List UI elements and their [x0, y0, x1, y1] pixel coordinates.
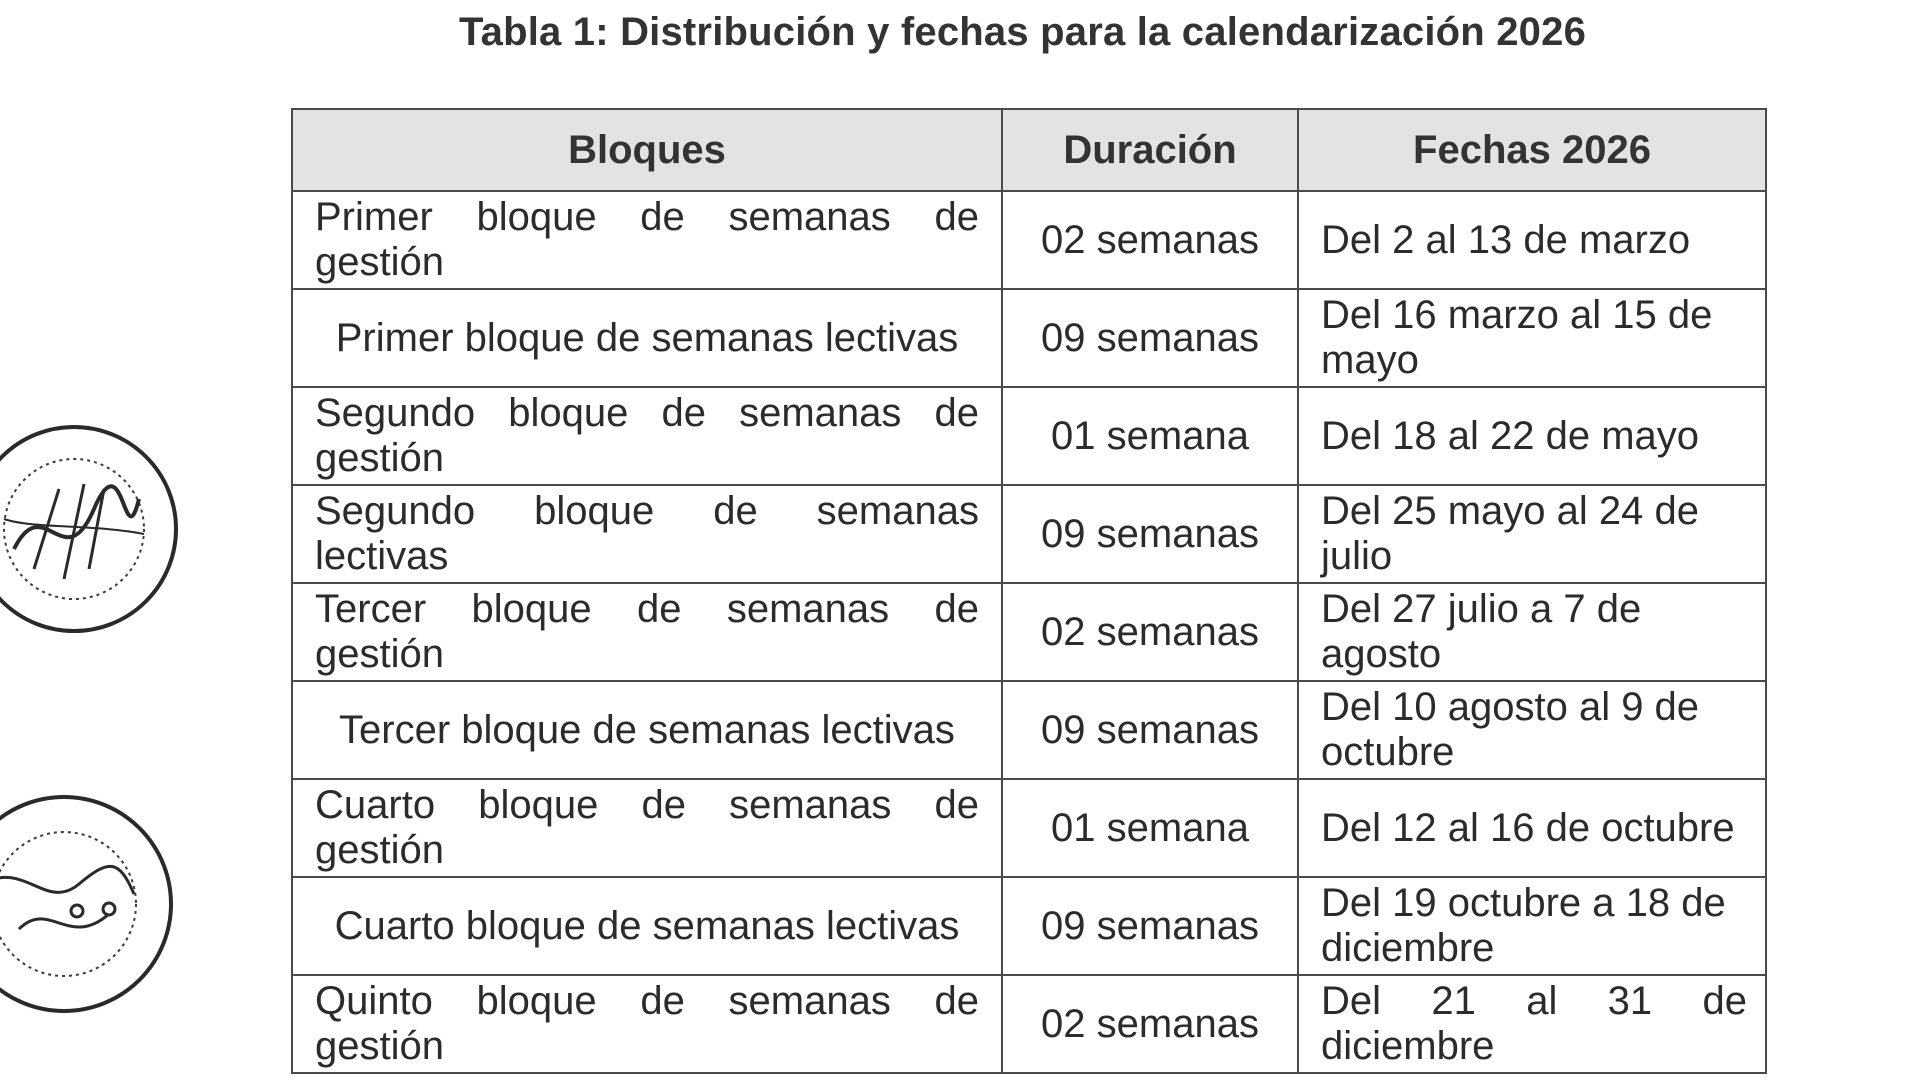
cell-duracion: 09 semanas: [1002, 485, 1298, 583]
header-fechas: Fechas 2026: [1298, 109, 1766, 191]
visacion-seal: [0, 425, 178, 633]
table-row: [292, 289, 1766, 387]
cell-bloque: Cuarto bloque de semanas de gestión: [292, 779, 1002, 877]
cell-bloque: Quinto bloque de semanas de gestión: [292, 975, 1002, 1073]
header-bloques: Bloques: [292, 109, 1002, 191]
cell-bloque: Tercer bloque de semanas de gestión: [292, 583, 1002, 681]
cell-duracion: 02 semanas: [1002, 975, 1298, 1073]
cell-duracion: 09 semanas: [1002, 289, 1298, 387]
seal-emblem-icon: [0, 429, 174, 629]
cell-fechas: Del 18 al 22 de mayo: [1298, 387, 1766, 485]
vobo-seal: [0, 795, 173, 1013]
cell-duracion: 09 semanas: [1002, 877, 1298, 975]
table-row: [292, 387, 1766, 485]
cell-bloque: Tercer bloque de semanas lectivas: [292, 681, 1002, 779]
table-row: [292, 975, 1766, 1073]
table-row: [292, 877, 1766, 975]
table-title: Tabla 1: Distribución y fechas para la calendarización 2026: [458, 10, 1587, 54]
cell-bloque: Segundo bloque de semanas de gestión: [292, 387, 1002, 485]
calendar-table: [291, 108, 1767, 1074]
table-row: [292, 191, 1766, 289]
seal-signature-icon: [0, 799, 169, 1009]
table-header-row: [292, 109, 1766, 191]
cell-bloque: Segundo bloque de semanas lectivas: [292, 485, 1002, 583]
cell-fechas: Del 27 julio a 7 de agosto: [1298, 583, 1766, 681]
cell-fechas: Del 19 octubre a 18 de diciembre: [1298, 877, 1766, 975]
cell-fechas: Del 12 al 16 de octubre: [1298, 779, 1766, 877]
table-row: [292, 779, 1766, 877]
cell-fechas: Del 25 mayo al 24 de julio: [1298, 485, 1766, 583]
table-row: [292, 583, 1766, 681]
table-row: [292, 485, 1766, 583]
cell-fechas: Del 16 marzo al 15 de mayo: [1298, 289, 1766, 387]
cell-bloque: Primer bloque de semanas lectivas: [292, 289, 1002, 387]
cell-fechas: Del 2 al 13 de marzo: [1298, 191, 1766, 289]
header-duracion: Duración: [1002, 109, 1298, 191]
cell-duracion: 02 semanas: [1002, 583, 1298, 681]
cell-duracion: 01 semana: [1002, 387, 1298, 485]
cell-duracion: 01 semana: [1002, 779, 1298, 877]
cell-fechas: Del 10 agosto al 9 de octubre: [1298, 681, 1766, 779]
cell-bloque: Primer bloque de semanas de gestión: [292, 191, 1002, 289]
cell-duracion: 02 semanas: [1002, 191, 1298, 289]
table-row: [292, 681, 1766, 779]
cell-fechas: Del 21 al 31 de diciembre: [1298, 975, 1766, 1073]
cell-bloque: Cuarto bloque de semanas lectivas: [292, 877, 1002, 975]
cell-duracion: 09 semanas: [1002, 681, 1298, 779]
